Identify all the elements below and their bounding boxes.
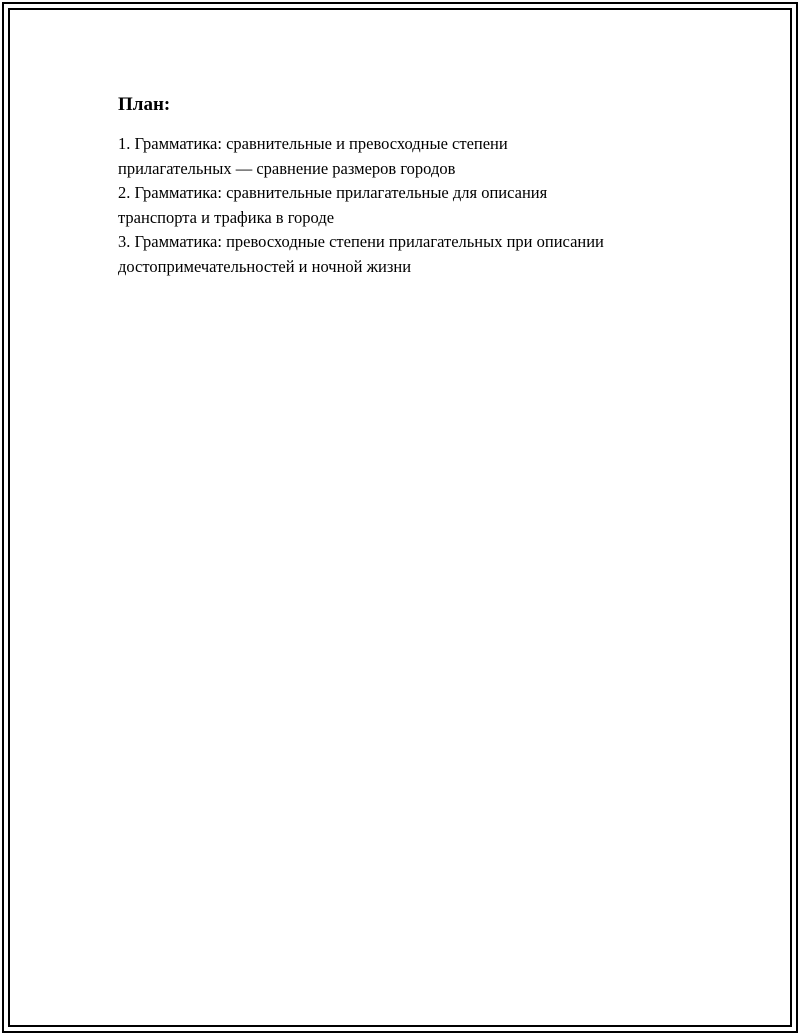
plan-item-3 (118, 230, 678, 279)
plan-item-3-line-2: достопримечательностей и ночной жизни (118, 256, 412, 276)
plan-item-1-line-1: 1. Грамматика: сравнительные и превосходные степени (118, 134, 508, 153)
plan-item-2-line-1: 2. Грамматика: сравнительные прилагательные для описания (118, 183, 548, 202)
plan-list (118, 132, 678, 279)
plan-item-1-line-2: прилагательных — сравнение размеров городов (118, 158, 456, 178)
plan-item-2-line-2: транспорта и трафика в городе (118, 207, 335, 227)
plan-item-1 (118, 132, 678, 181)
plan-item-3-line-1: 3. Грамматика: превосходные степени прилагательных при описании (118, 232, 604, 251)
plan-item-2 (118, 181, 678, 230)
plan-heading: План: (118, 94, 171, 115)
document-content (118, 93, 678, 279)
